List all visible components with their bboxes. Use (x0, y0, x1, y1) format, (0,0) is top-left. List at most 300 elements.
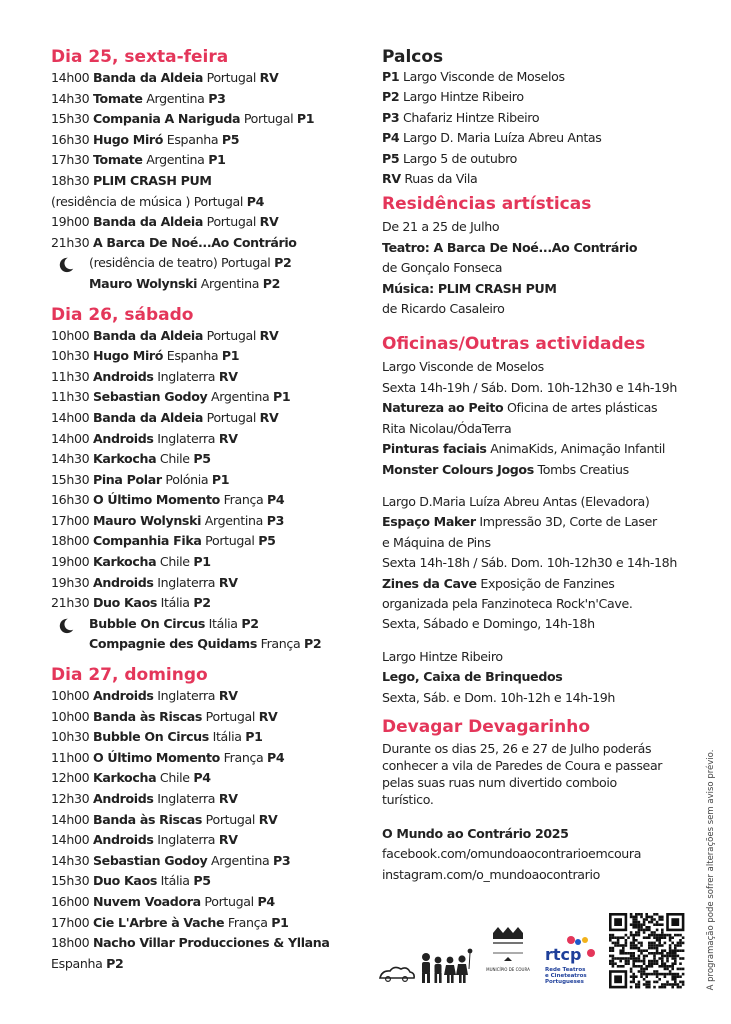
qr-module (661, 986, 664, 989)
night-block (47, 614, 361, 655)
qr-module (648, 973, 651, 976)
qr-module (679, 968, 682, 971)
oficina-line-text: Largo Visconde de Moselos (382, 359, 544, 375)
qr-module (645, 981, 648, 984)
oficina-line-text: Oficina de artes plásticas (503, 400, 658, 416)
qr-module (635, 931, 638, 934)
schedule-row (51, 408, 361, 429)
municipio-crest (486, 927, 530, 972)
qr-module (651, 918, 654, 921)
qr-module (625, 952, 628, 955)
qr-module (632, 947, 635, 950)
qr-module (674, 978, 677, 981)
schedule-row (51, 109, 361, 130)
row-time: 11h30 (51, 389, 90, 405)
qr-module (635, 923, 638, 926)
row-country: (residência de teatro) Portugal (89, 255, 271, 271)
row-act: Nacho Villar Producciones & Yllana (92, 935, 330, 951)
qr-module (643, 970, 646, 973)
qr-module (619, 957, 622, 960)
qr-module (669, 952, 672, 955)
qr-module (658, 944, 661, 947)
row-country: Inglaterra (157, 791, 216, 806)
schedule-row (51, 789, 361, 810)
qr-module (630, 916, 633, 919)
qr-module (661, 965, 664, 968)
qr-module (679, 944, 682, 947)
row-stage: P3 (266, 512, 284, 528)
qr-module (658, 973, 661, 976)
qr-module (630, 986, 633, 989)
qr-module (643, 973, 646, 976)
oficina-line-text: Sexta, Sáb. e Dom. 10h-12h e 14h-19h (382, 689, 616, 705)
oficina-line (382, 419, 702, 439)
qr-module (614, 962, 617, 965)
qr-finder (614, 975, 622, 983)
qr-module (653, 913, 656, 916)
qr-module (630, 981, 633, 984)
palco-code: P2 (382, 89, 400, 105)
qr-module (664, 934, 667, 937)
row-act: Androids (92, 430, 154, 446)
oficina-line (382, 492, 702, 512)
row-stage: P2 (193, 595, 211, 611)
oficina-line-text: Rita Nicolau/ÓdaTerra (382, 420, 512, 436)
row-act: PLIM CRASH PUM (92, 172, 212, 188)
row-act: O Último Momento (92, 492, 220, 508)
schedule-row (51, 933, 361, 954)
qr-module (658, 986, 661, 989)
qr-module (625, 942, 628, 945)
qr-module (674, 955, 677, 958)
row-time: 19h00 (51, 554, 90, 570)
qr-module (609, 955, 612, 958)
qr-module (614, 942, 617, 945)
qr-module (653, 931, 656, 934)
qr-module (645, 926, 648, 929)
oficina-line-bold: Pinturas faciais (382, 441, 487, 457)
row-act: Banda da Aldeia (92, 214, 203, 230)
qr-module (682, 981, 685, 984)
qr-module (622, 944, 625, 947)
oficina-line (382, 667, 702, 687)
qr-module (627, 962, 630, 965)
row-time: 10h00 (51, 688, 90, 704)
qr-module (669, 936, 672, 939)
qr-module (648, 947, 651, 950)
qr-module (609, 960, 612, 963)
facebook-link[interactable]: facebook.com/omundoaocontrarioemcoura (382, 846, 642, 862)
qr-module (653, 947, 656, 950)
palco-code: P3 (382, 109, 400, 125)
family-logo (380, 949, 472, 983)
oficina-line (382, 688, 702, 708)
qr-module (632, 955, 635, 958)
schedule-row (51, 130, 361, 151)
qr-module (638, 957, 641, 960)
qr-module (666, 957, 669, 960)
qr-module (632, 975, 635, 978)
night-row (89, 253, 361, 274)
schedule-row (51, 346, 361, 367)
row-time: 11h00 (51, 749, 90, 765)
row-time: 17h30 (51, 152, 90, 168)
row-time: 21h30 (51, 234, 90, 250)
palco-code: P5 (382, 150, 400, 166)
schedule-row (51, 192, 361, 213)
row-act: Androids (92, 688, 154, 704)
qr-module (666, 955, 669, 958)
oficina-line-text: AnimaKids, Animação Infantil (486, 441, 666, 457)
qr-module (645, 916, 648, 919)
qr-module (632, 962, 635, 965)
qr-module (612, 957, 615, 960)
schedule-row (51, 892, 361, 913)
row-act: Tomate (92, 90, 143, 106)
oficina-line-bold: Espaço Maker (382, 514, 476, 530)
palcos-title: Palcos (382, 47, 444, 67)
schedule-row (51, 490, 361, 511)
qr-module (612, 960, 615, 963)
row-country: Espanha (166, 131, 219, 147)
schedule-row (51, 171, 361, 192)
qr-module (645, 968, 648, 971)
row-time: 14h00 (51, 832, 90, 848)
oficina-line (382, 439, 702, 459)
qr-module (679, 939, 682, 942)
schedule-row (51, 830, 361, 851)
qr-module (677, 942, 680, 945)
palcos-list (382, 67, 702, 189)
qr-module (653, 942, 656, 945)
schedule-row (51, 531, 361, 552)
qr-module (679, 975, 682, 978)
qr-module (653, 955, 656, 958)
schedule-row (51, 768, 361, 789)
qr-module (674, 957, 677, 960)
oficinas-list (382, 357, 702, 708)
qr-module (653, 970, 656, 973)
row-stage: P2 (106, 955, 124, 971)
row-country: Portugal (206, 409, 257, 425)
group-gap (382, 635, 702, 647)
qr-module (638, 960, 641, 963)
qr-module (632, 978, 635, 981)
qr-module (640, 926, 643, 929)
qr-module (677, 949, 680, 952)
qr-module (661, 916, 664, 919)
oficina-line-text: e Máquina de Pins (382, 534, 491, 550)
row-time: 14h30 (51, 451, 90, 467)
qr-module (609, 949, 612, 952)
qr-module (643, 923, 646, 926)
qr-module (625, 962, 628, 965)
row-country: Argentina (146, 90, 205, 106)
qr-module (651, 965, 654, 968)
municipio-text: MUNICÍPIO DE COURA (486, 967, 530, 972)
qr-module (671, 965, 674, 968)
residencia-line-text: de Gonçalo Fonseca (382, 260, 503, 276)
qr-module (661, 944, 664, 947)
qr-module (651, 973, 654, 976)
row-act: Companhia Fika (92, 533, 202, 549)
row-time: 16h00 (51, 893, 90, 909)
qr-module (640, 968, 643, 971)
row-country: Espanha (51, 955, 103, 971)
qr-module (653, 918, 656, 921)
qr-module (651, 942, 654, 945)
qr-module (640, 944, 643, 947)
qr-module (656, 970, 659, 973)
qr-module (622, 952, 625, 955)
qr-module (643, 962, 646, 965)
day-title: Dia 27, domingo (51, 665, 208, 686)
schedule-row (51, 851, 361, 872)
qr-module (645, 986, 648, 989)
qr-module (677, 973, 680, 976)
qr-module (635, 983, 638, 986)
qr-module (632, 926, 635, 929)
qr-module (643, 968, 646, 971)
qr-module (682, 973, 685, 976)
row-stage: P2 (241, 615, 259, 631)
qr-module (661, 918, 664, 921)
qr-module (651, 934, 654, 937)
row-act: Duo Kaos (92, 873, 158, 889)
qr-code[interactable] (609, 913, 684, 988)
residencia-line-text: de Ricardo Casaleiro (382, 301, 505, 317)
qr-module (658, 916, 661, 919)
qr-module (630, 968, 633, 971)
row-act: Karkocha (92, 554, 157, 570)
qr-module (656, 934, 659, 937)
qr-module (638, 942, 641, 945)
qr-module (669, 934, 672, 937)
qr-module (638, 970, 641, 973)
qr-module (645, 929, 648, 932)
row-act: Banda da Aldeia (92, 327, 203, 343)
schedule-row (51, 810, 361, 831)
qr-module (632, 939, 635, 942)
row-time: 12h00 (51, 770, 90, 786)
qr-module (632, 936, 635, 939)
row-act: Banda às Riscas (92, 811, 203, 827)
qr-module (671, 962, 674, 965)
qr-module (617, 936, 620, 939)
row-country: França (223, 492, 264, 508)
row-act: Compania A Nariguda (92, 111, 241, 127)
qr-module (622, 965, 625, 968)
qr-module (630, 970, 633, 973)
qr-module (669, 983, 672, 986)
qr-module (669, 947, 672, 950)
qr-module (674, 944, 677, 947)
row-country: Espanha (166, 348, 219, 364)
qr-module (619, 949, 622, 952)
qr-module (625, 939, 628, 942)
qr-module (635, 934, 638, 937)
day-title: Dia 25, sexta-feira (51, 47, 229, 67)
qr-module (658, 939, 661, 942)
qr-module (645, 918, 648, 921)
qr-module (640, 942, 643, 945)
qr-module (664, 968, 667, 971)
row-stage: RV (218, 832, 238, 848)
oficina-line (382, 512, 702, 532)
qr-module (666, 952, 669, 955)
qr-module (609, 962, 612, 965)
schedule-row (51, 707, 361, 728)
qr-module (625, 960, 628, 963)
row-country: França (223, 749, 264, 765)
qr-module (648, 960, 651, 963)
disclaimer-text: A programação pode sofrer alterações sem aviso prévio. (706, 749, 716, 991)
qr-module (674, 949, 677, 952)
qr-module (630, 923, 633, 926)
row-stage: P1 (296, 111, 315, 127)
qr-module (648, 942, 651, 945)
qr-module (638, 955, 641, 958)
qr-module (666, 983, 669, 986)
qr-module (656, 981, 659, 984)
row-act: A Barca De Noé...Ao Contrário (92, 234, 297, 250)
row-country: Polónia (165, 471, 209, 487)
qr-module (643, 978, 646, 981)
qr-module (682, 968, 685, 971)
row-stage: RV (258, 811, 278, 827)
qr-module (640, 965, 643, 968)
palco-code: RV (382, 171, 401, 187)
oficina-line-bold: Lego, Caixa de Brinquedos (382, 669, 563, 685)
qr-module (664, 955, 667, 958)
row-stage: P4 (193, 770, 211, 786)
palco-place: Chafariz Hintze Ribeiro (402, 109, 540, 125)
qr-finder (614, 918, 622, 926)
row-country: França (260, 636, 301, 652)
qr-module (648, 936, 651, 939)
qr-module (656, 913, 659, 916)
schedule-row (51, 233, 361, 254)
row-country: Portugal (205, 533, 255, 549)
row-act: O Último Momento (92, 749, 220, 765)
qr-module (669, 939, 672, 942)
qr-module (625, 934, 628, 937)
disclaimer-vertical (705, 749, 717, 991)
qr-module (669, 944, 672, 947)
qr-module (661, 973, 664, 976)
qr-module (640, 913, 643, 916)
row-stage: P4 (267, 749, 285, 765)
palco-item (382, 128, 702, 148)
row-time: 18h00 (51, 935, 90, 951)
qr-module (651, 947, 654, 950)
row-country: Portugal (206, 214, 257, 230)
row-time: 14h00 (51, 70, 90, 85)
qr-module (640, 929, 643, 932)
qr-module (656, 975, 659, 978)
qr-module (671, 978, 674, 981)
row-country: França (227, 914, 268, 930)
qr-module (677, 986, 680, 989)
schedule-row (51, 573, 361, 594)
palco-item (382, 108, 702, 128)
rtcp-line2: e Cineteatros (545, 973, 587, 979)
qr-module (651, 916, 654, 919)
qr-module (640, 975, 643, 978)
qr-module (632, 916, 635, 919)
qr-module (632, 960, 635, 963)
schedule-row (51, 470, 361, 491)
qr-module (661, 936, 664, 939)
qr-module (682, 957, 685, 960)
qr-module (664, 936, 667, 939)
qr-module (635, 944, 638, 947)
qr-module (638, 986, 641, 989)
row-time: 10h00 (51, 708, 90, 724)
schedule-row (51, 89, 361, 110)
oficina-line (382, 647, 702, 667)
qr-module (671, 973, 674, 976)
row-country: Portugal (205, 811, 256, 827)
qr-module (635, 947, 638, 950)
row-country: Inglaterra (157, 430, 216, 446)
qr-module (666, 973, 669, 976)
qr-module (664, 973, 667, 976)
qr-module (658, 952, 661, 955)
qr-module (638, 913, 641, 916)
schedule-row (51, 954, 361, 975)
row-country: Portugal (205, 708, 256, 724)
qr-module (679, 981, 682, 984)
oficina-line-text: Tombs Creatius (533, 461, 629, 477)
qr-module (627, 957, 630, 960)
qr-module (661, 931, 664, 934)
qr-module (661, 962, 664, 965)
qr-module (612, 949, 615, 952)
residencia-line-text: De 21 a 25 de Julho (382, 219, 500, 235)
qr-module (638, 947, 641, 950)
rtcp-line1: Rede Teatros (545, 967, 586, 973)
row-time: 10h00 (51, 327, 90, 343)
qr-module (664, 975, 667, 978)
qr-module (617, 939, 620, 942)
row-time: 15h30 (51, 111, 90, 127)
qr-module (630, 947, 633, 950)
row-country: Argentina (200, 275, 260, 291)
qr-module (653, 923, 656, 926)
qr-module (658, 942, 661, 945)
row-act: Compagnie des Quidams (89, 636, 257, 652)
row-time: 19h30 (51, 574, 90, 590)
qr-module (609, 936, 612, 939)
row-act: Nuvem Voadora (92, 893, 201, 909)
qr-module (638, 929, 641, 932)
row-stage: RV (259, 409, 279, 425)
qr-module (682, 936, 685, 939)
qr-module (648, 962, 651, 965)
instagram-link[interactable]: instagram.com/o_mundoaocontrario (382, 866, 600, 882)
qr-module (666, 934, 669, 937)
row-act: Sebastian Godoy (92, 389, 208, 405)
qr-module (632, 952, 635, 955)
rtcp-logo (545, 936, 595, 985)
night-row (89, 274, 361, 295)
devagar-text (382, 740, 702, 808)
qr-module (643, 960, 646, 963)
qr-module (651, 931, 654, 934)
qr-module (671, 983, 674, 986)
row-country: Argentina (146, 152, 205, 168)
